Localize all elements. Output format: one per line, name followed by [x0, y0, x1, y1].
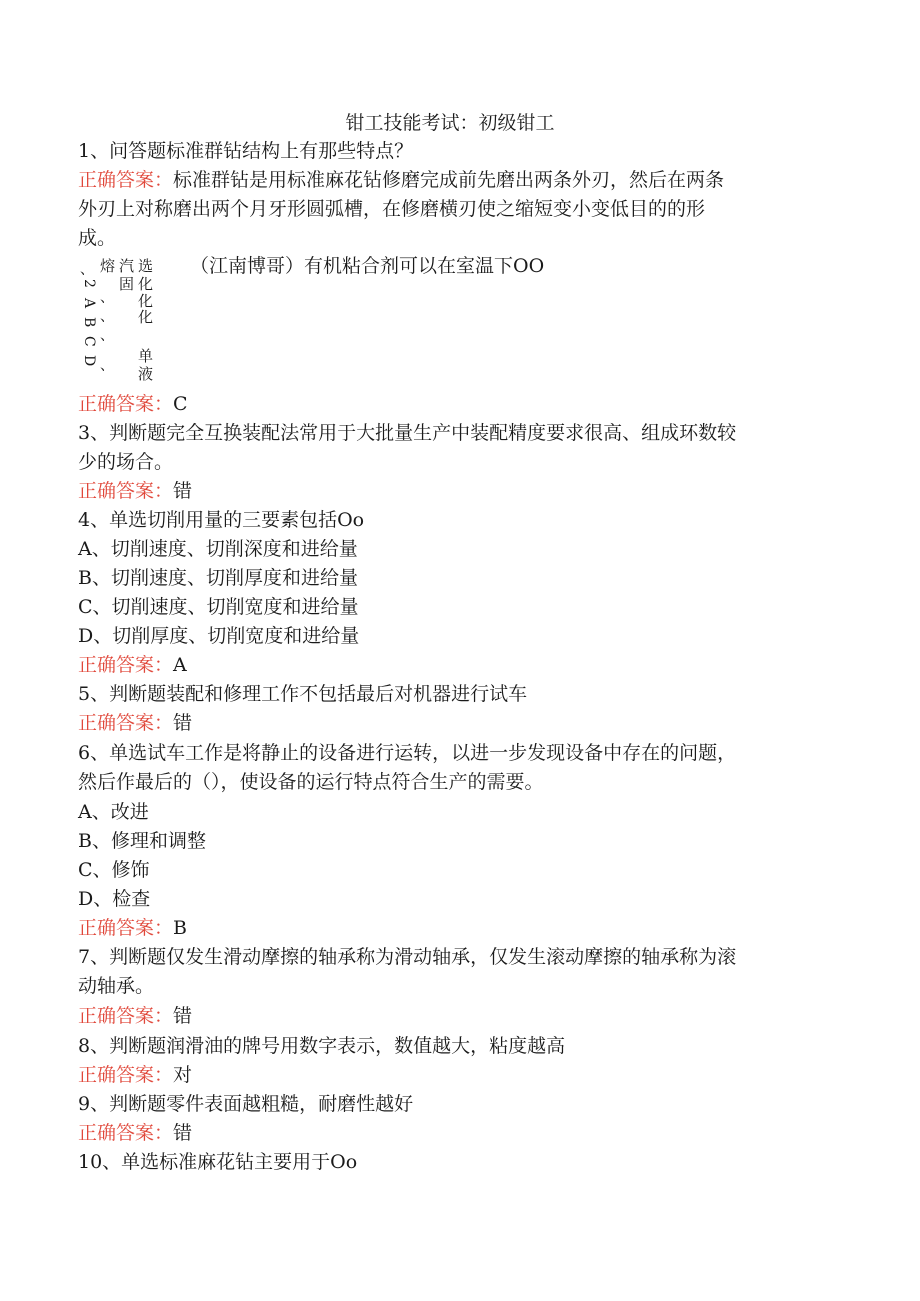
answer-8 [78, 1061, 192, 1090]
garbled-char: 汽 [119, 257, 135, 275]
option-c: C、修饰 [78, 859, 150, 881]
answer-label: 正确答案： [78, 1005, 174, 1027]
garbled-letter: B [81, 317, 97, 328]
answer-label: 正确答案： [78, 169, 174, 191]
garbled-mark: 、 [100, 358, 114, 374]
answer-1-line-3: 成。 [78, 227, 117, 249]
answer-label: 正确答案： [78, 654, 174, 676]
garbled-letter: A [81, 298, 97, 309]
garbled-mark: 、 [100, 290, 114, 306]
answer-6-value: B [173, 917, 187, 939]
question-9: 9、判断题零件表面越粗糙，耐磨性越好 [78, 1093, 414, 1115]
answer-3-value: 错 [173, 480, 193, 502]
option-b: B、切削速度、切削厚度和进给量 [78, 567, 358, 589]
answer-label: 正确答案： [78, 393, 174, 415]
garbled-char: 化 [138, 292, 154, 310]
question-6-line-2: 然后作最后的（），使设备的运行特点符合生产的需要。 [78, 771, 544, 793]
garbled-mark: 、 [100, 328, 114, 344]
question-2-text: （江南博哥）有机粘合剂可以在室温下OO [190, 255, 545, 277]
answer-2-value: C [173, 393, 188, 415]
answer-6 [78, 914, 187, 943]
option-d: D、检查 [78, 888, 151, 910]
answer-9 [78, 1119, 192, 1148]
answer-label: 正确答案： [78, 1122, 174, 1144]
garbled-char: 单 [138, 347, 154, 365]
question-3-line-1: 3、判断题完全互换装配法常用于大批量生产中装配精度要求很高、组成环数较 [78, 422, 737, 444]
garbled-mark: 、 [80, 262, 94, 278]
document-title: 钳工技能考试：初级钳工 [345, 112, 555, 134]
option-a: A、切削速度、切削深度和进给量 [78, 538, 358, 560]
question-6-line-1: 6、单选试车工作是将静止的设备进行运转，以进一步发现设备中存在的问题， [78, 742, 737, 764]
garbled-char: 选 [138, 257, 154, 275]
answer-8-value: 对 [173, 1064, 193, 1086]
answer-5-value: 错 [173, 712, 193, 734]
question-1: 1、问答题标准群钻结构上有那些特点？ [78, 140, 414, 162]
option-a: A、改进 [78, 801, 149, 823]
answer-7-value: 错 [173, 1005, 193, 1027]
answer-label: 正确答案： [78, 917, 174, 939]
option-d: D、切削厚度、切削宽度和进给量 [78, 625, 360, 647]
question-7-line-1: 7、判断题仅发生滑动摩擦的轴承称为滑动轴承，仅发生滚动摩擦的轴承称为滚 [78, 946, 737, 968]
garbled-num: 2 [81, 279, 97, 288]
question-7-line-2: 动轴承。 [78, 975, 155, 997]
garbled-letter: C [81, 336, 97, 347]
garbled-char: 熔 [100, 257, 116, 275]
question-10: 10、单选标准麻花钻主要用于Oo [78, 1151, 358, 1173]
question-8: 8、判断题润滑油的牌号用数字表示，数值越大，粘度越高 [78, 1035, 566, 1057]
answer-4-value: A [173, 654, 187, 676]
answer-1-line-2: 外刃上对称磨出两个月牙形圆弧槽，在修磨横刃使之缩短变小变低目的的形 [78, 198, 706, 220]
garbled-letter: D [81, 355, 97, 367]
answer-label: 正确答案： [78, 712, 174, 734]
option-b: B、修理和调整 [78, 830, 206, 852]
answer-9-value: 错 [173, 1122, 193, 1144]
answer-label: 正确答案： [78, 480, 174, 502]
garbled-char: 固 [119, 275, 135, 293]
garbled-char: 化 [138, 308, 154, 326]
answer-1-text: 标准群钻是用标准麻花钻修磨完成前先磨出两条外刃，然后在两条 [173, 169, 725, 191]
question-4: 4、单选切削用量的三要素包括Oo [78, 509, 365, 531]
question-3-line-2: 少的场合。 [78, 451, 174, 473]
answer-2 [78, 390, 188, 419]
answer-5 [78, 709, 192, 738]
question-5: 5、判断题装配和修理工作不包括最后对机器进行试车 [78, 683, 528, 705]
answer-3 [78, 477, 192, 506]
answer-7 [78, 1002, 192, 1031]
garbled-char: 液 [138, 365, 154, 383]
option-c: C、切削速度、切削宽度和进给量 [78, 596, 359, 618]
answer-label: 正确答案： [78, 1064, 174, 1086]
answer-4 [78, 651, 187, 680]
answer-1-line-1 [78, 166, 724, 195]
garbled-char: 化 [138, 275, 154, 293]
garbled-mark: 、 [100, 309, 114, 325]
